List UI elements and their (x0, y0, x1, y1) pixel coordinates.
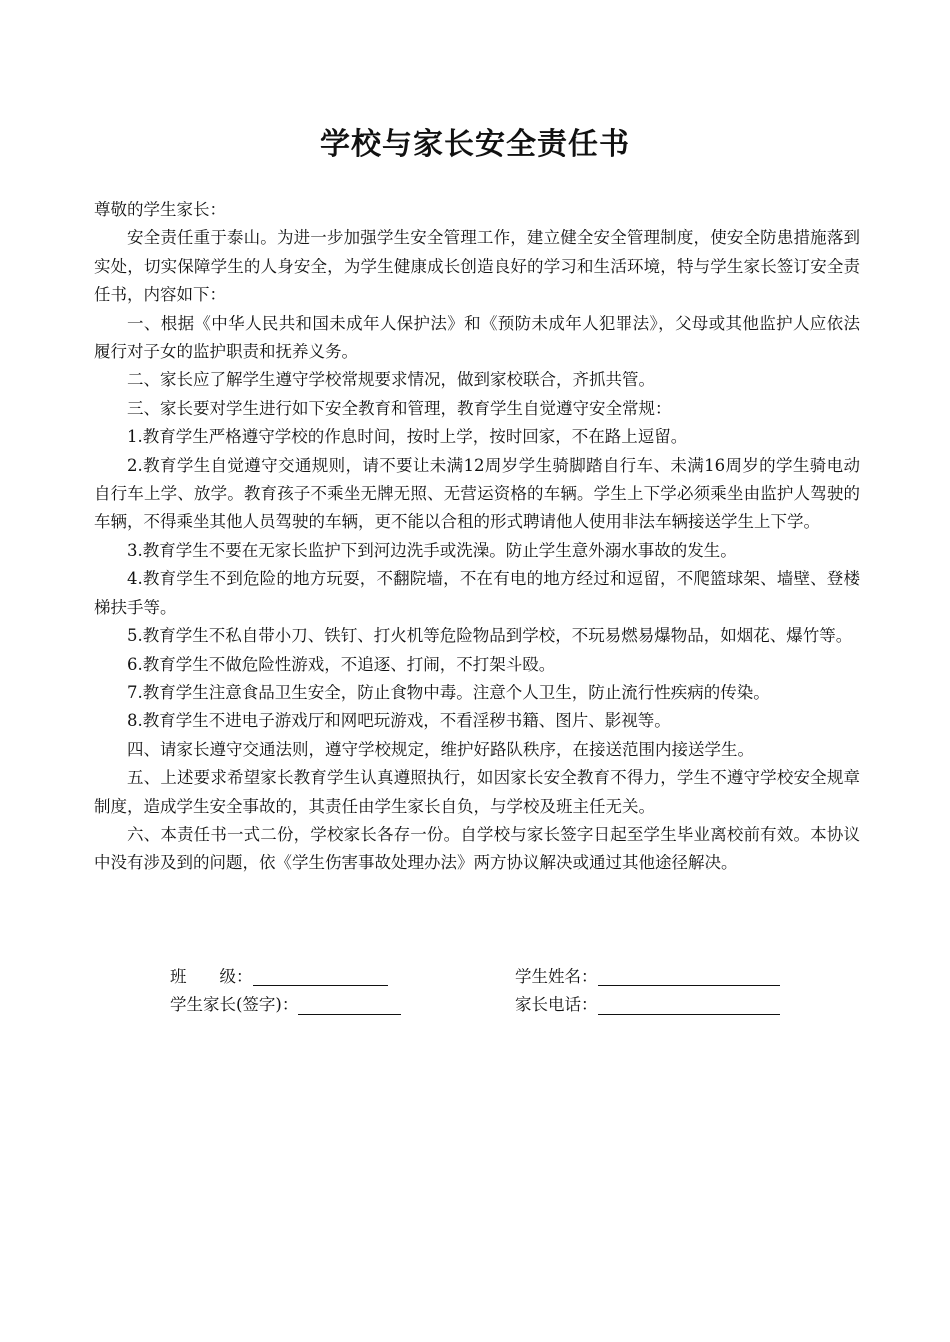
clause-5: 五、上述要求希望家长教育学生认真遵照执行，如因家长安全教育不得力，学生不遵守学校安全规章制度，造成学生安全事故的，其责任由学生家长自负，与学校及班主任无关。 (94, 768, 860, 816)
clause-2: 二、家长应了解学生遵守学校常规要求情况，做到家校联合，齐抓共管。 (127, 370, 655, 390)
clause-4: 四、请家长遵守交通法则，遵守学校规定，维护好路队秩序，在接送范围内接送学生。 (127, 739, 754, 759)
student-name-blank[interactable] (598, 965, 780, 986)
form-row-2 (170, 991, 850, 1019)
class-blank[interactable] (253, 965, 388, 986)
clause-6: 六、本责任书一式二份，学校家长各存一份。自学校与家长签字日起至学生毕业离校前有效。本协议中没有涉及到的问题，依《学生伤害事故处理办法》两方协议解决或通过其他途径解决。 (94, 824, 860, 873)
clause-3: 三、家长要对学生进行如下安全教育和管理，教育学生自觉遵守安全常规： (127, 398, 672, 418)
form-row-1 (170, 963, 850, 991)
parent-signature-field (170, 991, 515, 1019)
parent-signature-label: 学生家长(签字)： (170, 995, 299, 1015)
parent-phone-blank[interactable] (598, 994, 780, 1015)
item-7: 7.教育学生注意食品卫生安全，防止食物中毒。注意个人卫生，防止流行性疾病的传染。 (127, 682, 770, 702)
item-4: 4.教育学生不到危险的地方玩耍，不翻院墙，不在有电的地方经过和逗留，不爬篮球架、墙壁、登楼梯扶手等。 (94, 569, 860, 617)
clause-1: 一、根据《中华人民共和国未成年人保护法》和《预防未成年人犯罪法》，父母或其他监护人应依法履行对子女的监护职责和抚养义务。 (94, 313, 860, 362)
item-8: 8.教育学生不进电子游戏厅和网吧玩游戏，不看淫秽书籍、图片、影视等。 (127, 711, 671, 731)
parent-phone-label: 家长电话： (515, 995, 598, 1015)
document-title: 学校与家长安全责任书 (320, 127, 630, 162)
parent-phone-field (515, 991, 815, 1019)
student-name-label: 学生姓名： (515, 966, 598, 986)
signature-form (170, 963, 850, 1020)
student-name-field (515, 963, 815, 991)
parent-signature-blank[interactable] (298, 994, 401, 1015)
intro-paragraph: 安全责任重于泰山。为进一步加强学生安全管理工作，建立健全安全管理制度，使安全防患措施落到实处，切实保障学生的人身安全，为学生健康成长创造良好的学习和生活环境，特与学生家长签订安全责任书，内容如下： (94, 228, 860, 305)
class-label: 班 级： (170, 966, 253, 986)
item-3: 3.教育学生不要在无家长监护下到河边洗手或洗澡。防止学生意外溺水事故的发生。 (127, 540, 737, 560)
item-6: 6.教育学生不做危险性游戏，不追逐、打闹，不打架斗殴。 (127, 654, 556, 674)
greeting: 尊敬的学生家长： (94, 200, 226, 219)
item-2: 2.教育学生自觉遵守交通规则，请不要让未满12周岁学生骑脚踏自行车、未满16周岁的学生骑电动自行车上学、放学。教育孩子不乘坐无牌无照、无营运资格的车辆。学生上下学必须乘坐由监护人驾驶的车辆，不得乘坐其他人员驾驶的车辆，更不能以合租的形式聘请他人使用非法车辆接送学生上下学。 (94, 455, 860, 532)
class-field (170, 963, 515, 991)
document-body (94, 196, 860, 878)
item-5: 5.教育学生不私自带小刀、铁钉、打火机等危险物品到学校，不玩易燃易爆物品，如烟花、爆竹等。 (127, 626, 853, 646)
item-1: 1.教育学生严格遵守学校的作息时间，按时上学，按时回家，不在路上逗留。 (127, 427, 688, 447)
